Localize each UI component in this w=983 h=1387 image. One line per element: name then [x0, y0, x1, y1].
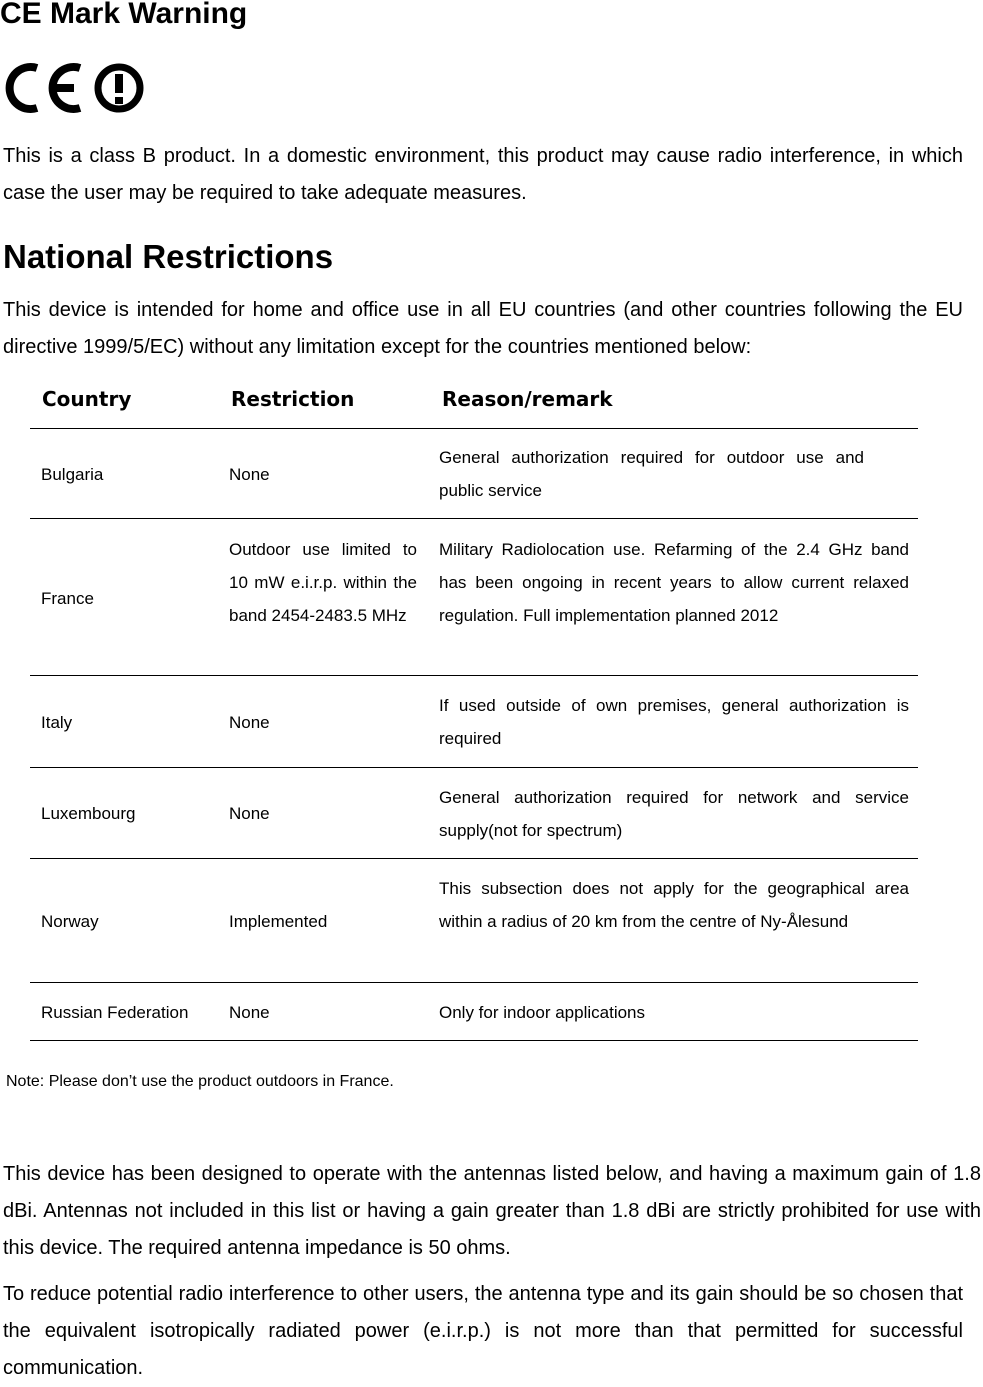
cell-reason: General authorization required for network and service supply(not for spectrum) — [439, 788, 909, 840]
class-b-warning-text: This is a class B product. In a domestic environment, this product may cause radio interference, in which case the user may be required to take adequate measures. — [3, 145, 963, 204]
cell-restriction: None — [229, 804, 270, 823]
cell-restriction: None — [229, 465, 270, 484]
cell-restriction: Implemented — [229, 912, 328, 931]
cell-reason: This subsection does not apply for the geographical area within a radius of 20 km from the centre of Ny-Ålesund — [439, 879, 909, 931]
cell-restriction: None — [229, 713, 270, 732]
cell-restriction: Outdoor use limited to 10 mW e.i.r.p. within the band 2454-2483.5 MHz — [229, 540, 417, 625]
cell-reason: Military Radiolocation use. Refarming of the 2.4 GHz band has been ongoing in recent years to allow current relaxed regulation. Full implementation planned 2012 — [439, 540, 909, 625]
ce-mark-logo — [2, 58, 147, 118]
cell-country: Russian Federation — [41, 1003, 189, 1022]
table-divider — [30, 858, 918, 859]
cell-country: Bulgaria — [41, 465, 104, 484]
ce-letter-e-icon — [52, 67, 80, 109]
section-title-national-restrictions: National Restrictions — [3, 238, 334, 275]
table-divider — [30, 428, 918, 429]
table-divider — [30, 518, 918, 519]
cell-restriction: None — [229, 1003, 270, 1022]
cell-country: Norway — [41, 912, 99, 931]
ce-letter-c-icon — [10, 67, 37, 109]
antenna-gain-text: This device has been designed to operate with the antennas listed below, and having a maximum gain of 1.8 dBi. Antennas not included in this list or having a gain greater than 1.8 dBi are strictly prohibited for use with this device. The required antenna impedance is 50 ohms. — [3, 1163, 981, 1259]
cell-reason: General authorization required for outdoor use and public service — [439, 448, 864, 500]
alert-circle-icon — [98, 67, 140, 109]
table-divider — [30, 982, 918, 983]
table-divider — [30, 675, 918, 676]
column-header-country: Country — [42, 387, 132, 411]
cell-country: France — [41, 589, 94, 608]
column-header-restriction: Restriction — [231, 387, 355, 411]
table-divider — [30, 1040, 918, 1041]
cell-reason: Only for indoor applications — [439, 1003, 646, 1022]
page-title: CE Mark Warning — [0, 0, 248, 30]
table-divider — [30, 767, 918, 768]
cell-country: Italy — [41, 713, 73, 732]
france-outdoor-note: Note: Please don’t use the product outdoors in France. — [6, 1073, 394, 1090]
column-header-reason: Reason/remark — [442, 387, 613, 411]
antenna-eirp-text: To reduce potential radio interference to other users, the antenna type and its gain should be so chosen that the equivalent isotropically radiated power (e.i.r.p.) is not more than that permitted for successful communication. — [3, 1283, 963, 1379]
cell-reason: If used outside of own premises, general authorization is required — [439, 696, 909, 748]
cell-country: Luxembourg — [41, 804, 136, 823]
national-restrictions-text: This device is intended for home and office use in all EU countries (and other countries following the EU directive 1999/5/EC) without any limitation except for the countries mentioned below: — [3, 299, 963, 358]
